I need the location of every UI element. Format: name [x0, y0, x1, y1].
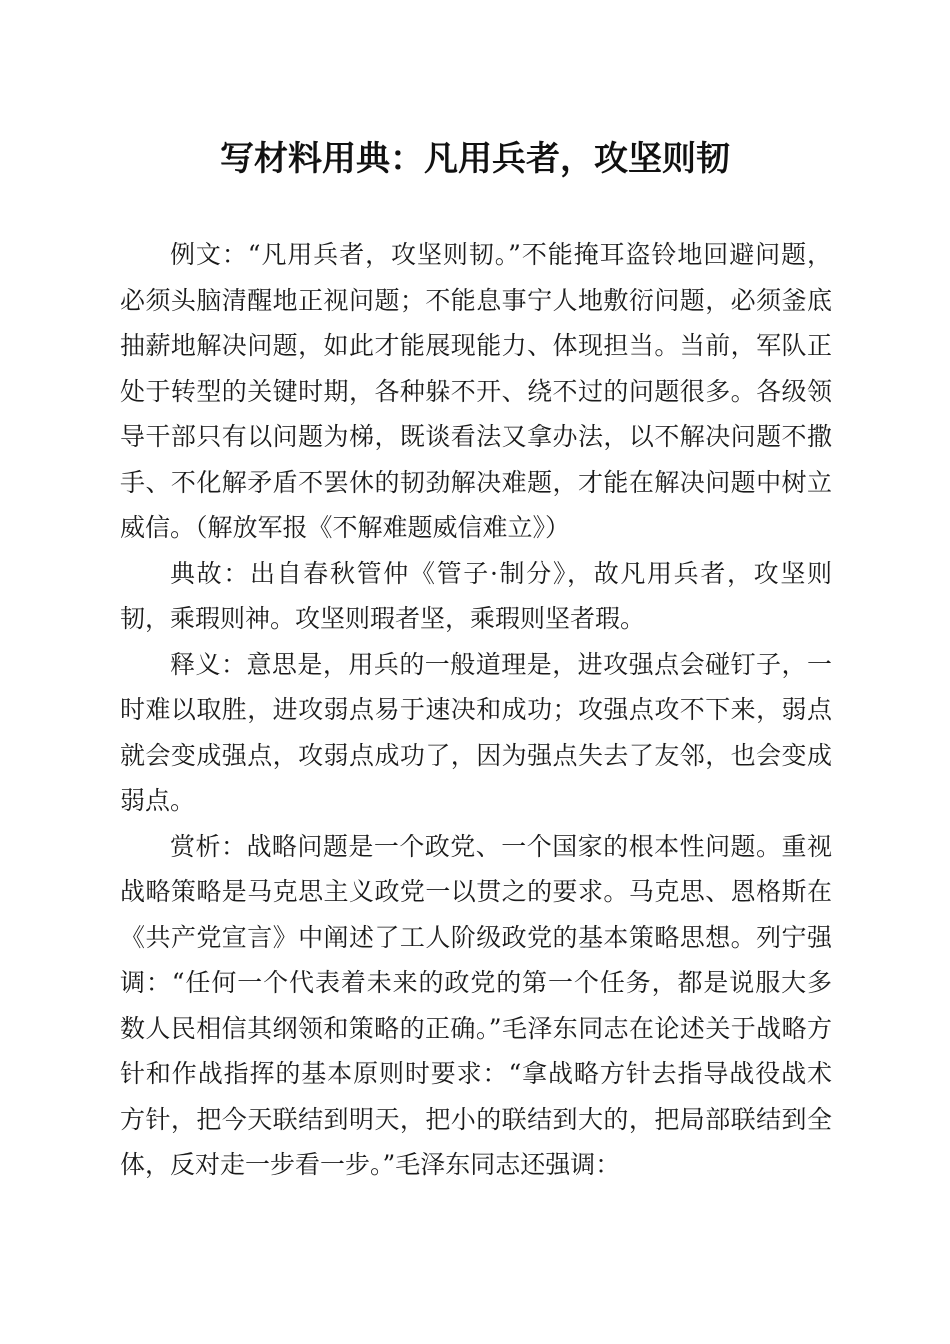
- paragraph-interpretation: 释义：意思是，用兵的一般道理是，进攻强点会碰钉子，一时难以取胜，进攻弱点易于速决和成功；攻强点攻不下来，弱点就会变成强点，攻弱点成功了，因为强点失去了友邻，也会变成弱点。: [120, 649, 832, 815]
- document-body: [120, 232, 832, 1188]
- paragraph-example: 例文：“凡用兵者，攻坚则韧。”不能掩耳盗铃地回避问题，必须头脑清醒地正视问题；不能息事宁人地敷衍问题，必须釜底抽薪地解决问题，如此才能展现能力、体现担当。当前，军队正处于转型的关键时期，各种躲不开、绕不过的问题很多。各级领导干部只有以问题为梯，既谈看法又拿办法，以不解决问题不撒手、不化解矛盾不罢休的韧劲解决难题，才能在解决问题中树立威信。（解放军报《不解难题威信难立》）: [120, 240, 832, 542]
- paragraph-appreciation: 赏析：战略问题是一个政党、一个国家的根本性问题。重视战略策略是马克思主义政党一以贯之的要求。马克思、恩格斯在《共产党宣言》中阐述了工人阶级政党的基本策略思想。列宁强调：“任何一个代表着未来的政党的第一个任务，都是说服大多数人民相信其纲领和策略的正确。”毛泽东同志在论述关于战略方针和作战指挥的基本原则时要求：“拿战略方针去指导战役战术方针，把今天联结到明天，把小的联结到大的，把局部联结到全体，反对走一步看一步。”毛泽东同志还强调：: [120, 831, 832, 1179]
- paragraph-allusion: 典故：出自春秋管仲《管子·制分》，故凡用兵者，攻坚则韧，乘瑕则神。攻坚则瑕者坚，乘瑕则坚者瑕。: [120, 558, 832, 633]
- document-title: 写材料用典：凡用兵者，攻坚则韧: [220, 139, 730, 179]
